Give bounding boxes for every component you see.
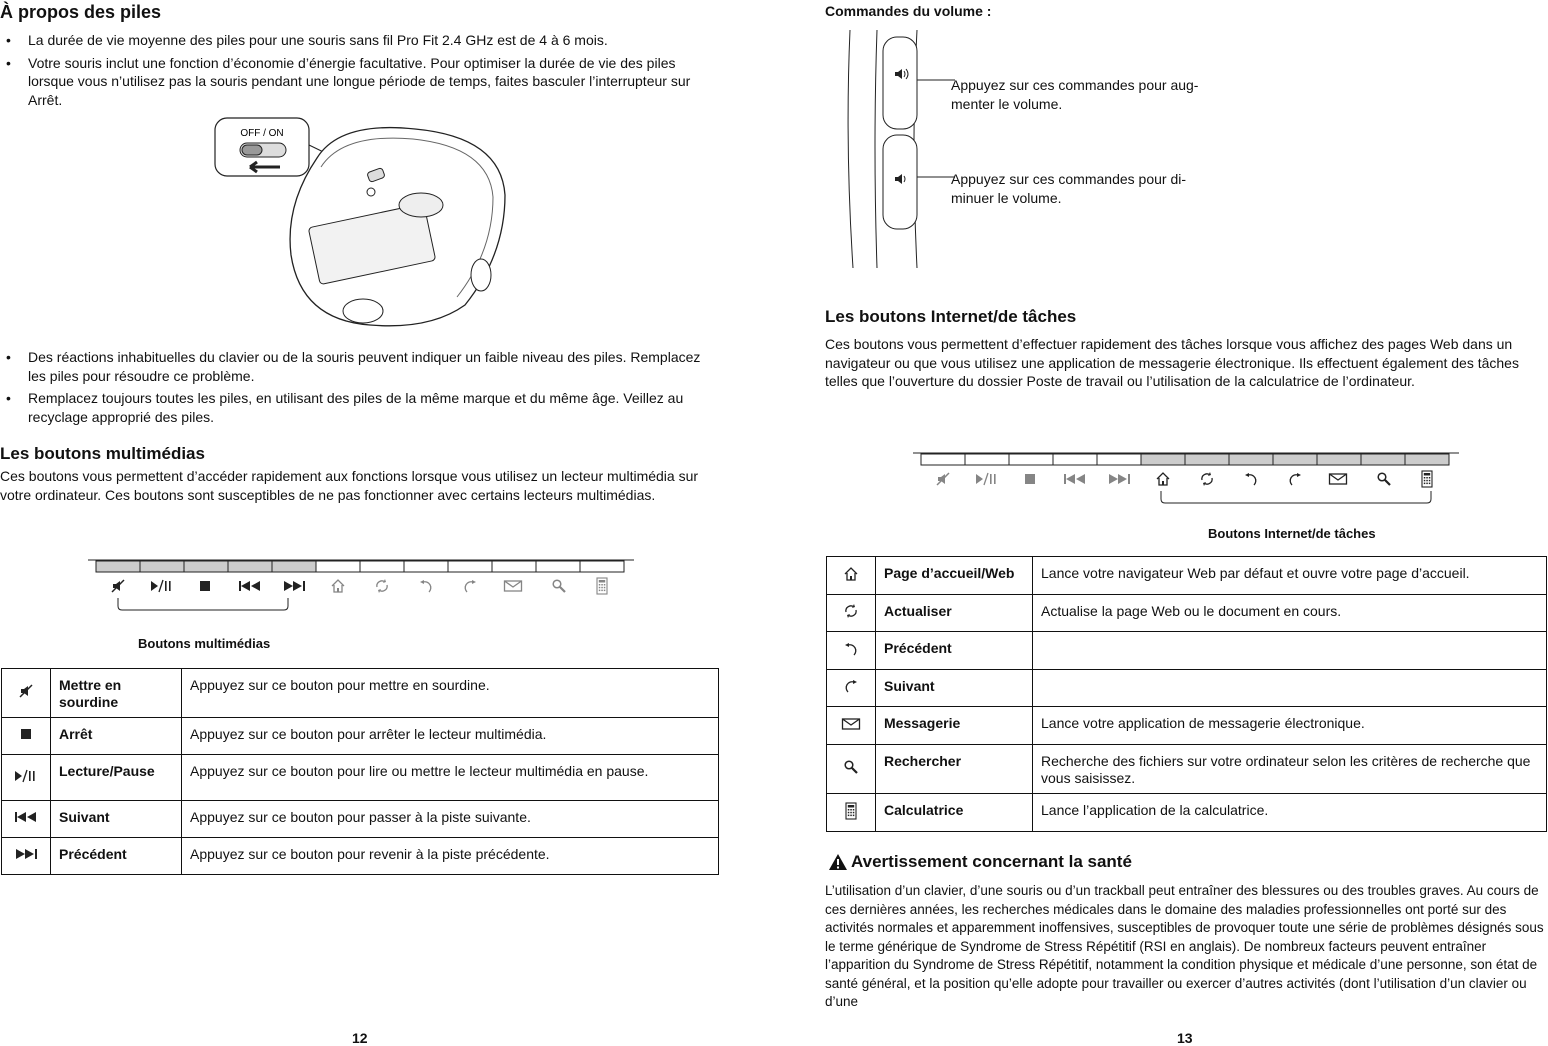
device-edge xyxy=(848,30,853,268)
row-name: Suivant xyxy=(51,801,182,838)
right-page xyxy=(825,0,1548,1046)
volume-down-text: Appuyez sur ces commandes pour di- minuer le volume. xyxy=(951,171,1186,206)
list-item: • La durée de vie moyenne des piles pour une souris sans fil Pro Fit 2.4 GHz est de 4 à 6 mois. xyxy=(0,31,705,50)
row-desc xyxy=(1033,632,1547,670)
table-row xyxy=(827,557,1547,595)
switch-label: OFF / ON xyxy=(240,128,284,139)
table-row xyxy=(2,801,719,838)
mail-icon xyxy=(505,581,522,591)
next-track-icon xyxy=(284,581,305,591)
table-row xyxy=(827,632,1547,670)
multimedia-table xyxy=(1,668,719,875)
volume-title: Commandes du volume : xyxy=(825,3,992,19)
table-row xyxy=(2,755,719,801)
row-desc: Appuyez sur ce bouton pour revenir à la piste précédente. xyxy=(182,838,719,875)
row-name: Arrêt xyxy=(51,718,182,755)
calculator-icon xyxy=(1422,471,1432,487)
play-pause-icon xyxy=(976,473,996,485)
mouse-foot xyxy=(471,259,491,291)
health-title: Avertissement concernant la santé xyxy=(851,852,1132,871)
row-desc: Appuyez sur ce bouton pour arrêter le lecteur multimédia. xyxy=(182,718,719,755)
back-icon xyxy=(843,641,859,657)
row-desc: Recherche des fichiers sur votre ordinateur selon les critères de recherche que vous saisissez. xyxy=(1033,745,1547,794)
bracket xyxy=(118,598,288,610)
home-icon xyxy=(332,580,344,592)
key-row xyxy=(96,561,624,572)
back-icon xyxy=(420,580,431,592)
search-icon xyxy=(1378,473,1390,485)
previous-track-icon xyxy=(13,809,39,825)
row-desc xyxy=(1033,670,1547,707)
play-pause-icon xyxy=(151,580,171,592)
mute-icon xyxy=(937,473,949,485)
health-heading xyxy=(828,852,1132,872)
table-row xyxy=(827,794,1547,832)
stop-icon xyxy=(1025,474,1035,484)
multimedia-title: Les boutons multimédias xyxy=(0,444,205,463)
switch-knob xyxy=(242,145,262,155)
row-name: Actualiser xyxy=(876,595,1033,632)
row-name: Précédent xyxy=(876,632,1033,670)
search-icon xyxy=(553,580,565,592)
batteries-list-2 xyxy=(0,348,720,430)
volume-illustration xyxy=(845,25,955,270)
internet-caption: Boutons Internet/de tâches xyxy=(1208,526,1376,541)
internet-table xyxy=(826,556,1547,832)
previous-track-icon xyxy=(1064,474,1085,484)
previous-track-icon xyxy=(239,581,260,591)
play-pause-icon xyxy=(13,768,39,784)
stop-icon xyxy=(200,581,210,591)
calculator-icon xyxy=(845,801,857,821)
mouse-foot xyxy=(343,299,383,323)
row-name: Messagerie xyxy=(876,707,1033,745)
row-desc: Lance l’application de la calculatrice. xyxy=(1033,794,1547,832)
mute-icon xyxy=(112,580,124,592)
row-name: Lecture/Pause xyxy=(51,755,182,801)
multimedia-keyboard-strip xyxy=(88,558,638,638)
multimedia-caption: Boutons multimédias xyxy=(138,636,271,651)
volume-up-button xyxy=(883,37,917,129)
forward-icon xyxy=(843,678,859,694)
refresh-icon xyxy=(1202,472,1212,486)
table-row xyxy=(827,595,1547,632)
table-row xyxy=(827,670,1547,707)
mail-icon xyxy=(1330,474,1347,484)
table-row xyxy=(2,669,719,718)
volume-up-text: Appuyez sur ces commandes pour aug- menter le volume. xyxy=(951,77,1199,112)
refresh-icon xyxy=(377,579,387,593)
batteries-list xyxy=(0,31,705,113)
next-track-icon xyxy=(13,846,39,862)
row-name: Précédent xyxy=(51,838,182,875)
bracket xyxy=(1161,491,1431,503)
home-icon xyxy=(1157,473,1169,485)
stop-icon xyxy=(18,726,34,742)
table-row xyxy=(2,838,719,875)
home-icon xyxy=(843,566,859,582)
row-name: Page d’accueil/Web xyxy=(876,557,1033,595)
row-name: Rechercher xyxy=(876,745,1033,794)
page-number: 12 xyxy=(352,1030,368,1046)
table-row xyxy=(827,707,1547,745)
list-item: • Des réactions inhabituelles du clavier ou de la souris peuvent indiquer un faible niveau des piles. Remplacez les piles pour résoudre ce problème. xyxy=(0,348,720,385)
left-page xyxy=(0,0,724,1046)
search-icon xyxy=(843,759,859,775)
sensor xyxy=(399,193,443,217)
internet-keys-dimmed xyxy=(332,578,607,594)
warning-icon xyxy=(828,853,848,871)
device-edge xyxy=(875,30,877,268)
refresh-icon xyxy=(843,603,859,619)
row-desc: Lance votre navigateur Web par défaut et ouvre votre page d’accueil. xyxy=(1033,557,1547,595)
calculator-icon xyxy=(597,578,607,594)
row-desc: Appuyez sur ce bouton pour mettre en sourdine. xyxy=(182,669,719,718)
internet-text: Ces boutons vous permettent d’effectuer rapidement des tâches lorsque vous affichez des pages Web dans un navigateur ou que vous utilisez une application de messagerie électronique. Ils effectuent également des tâches telles que l’ouverture du dossier Poste de travail ou l’utilisation de la calculatrice de l’ordinateur. xyxy=(825,336,1519,389)
row-desc: Appuyez sur ce bouton pour lire ou mettre le lecteur multimédia en pause. xyxy=(182,755,719,801)
connect-button xyxy=(367,188,375,196)
forward-icon xyxy=(465,580,476,592)
batteries-title: À propos des piles xyxy=(0,2,162,22)
row-desc: Lance votre application de messagerie électronique. xyxy=(1033,707,1547,745)
back-icon xyxy=(1245,473,1256,485)
row-name: Calculatrice xyxy=(876,794,1033,832)
mute-icon xyxy=(18,683,34,699)
internet-keyboard-strip xyxy=(913,451,1463,531)
mouse-illustration xyxy=(205,115,535,335)
list-item: • Remplacez toujours toutes les piles, en utilisant des piles de la même marque et du même âge. Veillez au recyclage approprié des piles. xyxy=(0,389,720,426)
row-desc: Actualise la page Web ou le document en cours. xyxy=(1033,595,1547,632)
health-text: L’utilisation d’un clavier, d’une souris ou d’un trackball peut entraîner des blessures ou des troubles graves. Au cours de ces dernières années, les recherches médicales dans le domaine des maladies professionnelles ont porté sur des activités normales et apparemment inoffensives, susceptibles de provoquer toute une série de problèmes désignés sous le terme générique de Syndrome de Stress Répétitif (RSI en anglais). De nombreux facteurs peuvent entraîner l’apparition du Syndrome de Stress Répétitif, notamment la condition physique et médicale d’une personne, son état de santé général, et la position qu’elle adopte pour travailler ou exercer d’autres activités (dont l’utilisation d’un clavier ou d’une xyxy=(825,883,1544,1009)
row-name: Mettre en sourdine xyxy=(51,669,182,718)
list-item: • Votre souris inclut une fonction d’économie d’énergie facultative. Pour optimiser la durée de vie des piles lorsque vous n’utilisez pas la souris pendant une longue période de temps, faites basculer l’interrupteur sur Arrêt. xyxy=(0,54,705,110)
multimedia-keys-dimmed xyxy=(937,473,1130,485)
internet-title: Les boutons Internet/de tâches xyxy=(825,307,1077,326)
table-row xyxy=(2,718,719,755)
next-track-icon xyxy=(1109,474,1130,484)
row-name: Suivant xyxy=(876,670,1033,707)
table-row xyxy=(827,745,1547,794)
row-desc: Appuyez sur ce bouton pour passer à la piste suivante. xyxy=(182,801,719,838)
key-row xyxy=(921,454,1449,465)
page-number: 13 xyxy=(1177,1030,1193,1046)
mail-icon xyxy=(841,716,861,732)
multimedia-text: Ces boutons vous permettent d’accéder rapidement aux fonctions lorsque vous utilisez un lecteur multimédia sur votre ordinateur. Ces boutons sont susceptibles de ne pas fonctionner avec certains lecteurs multimédias. xyxy=(0,468,699,503)
forward-icon xyxy=(1290,473,1301,485)
